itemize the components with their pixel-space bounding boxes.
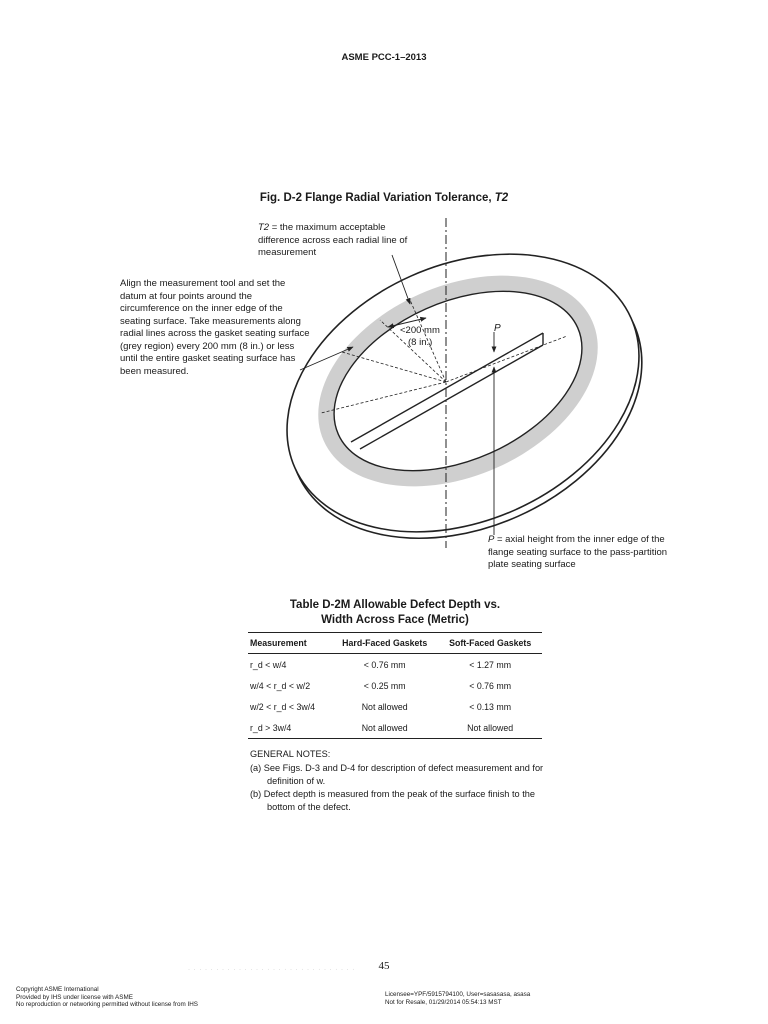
t2-variable: T2 — [258, 222, 270, 233]
table-title-line1: Table D-2M Allowable Defect Depth vs. — [289, 599, 501, 611]
footer-line: Not for Resale, 01/29/2014 05:54:13 MST — [385, 998, 502, 1006]
table-row — [248, 654, 542, 676]
page-number: 45 — [378, 960, 390, 972]
p-label: P — [494, 323, 501, 334]
defect-depth-table — [248, 632, 542, 739]
table-cell: < 0.25 mm — [363, 680, 406, 691]
table-row — [248, 696, 542, 717]
general-notes — [250, 748, 545, 814]
footer-line: No reproduction or networking permitted without license from IHS — [16, 1001, 198, 1009]
page-header: ASME PCC-1–2013 — [341, 52, 427, 63]
column-header-measurement: Measurement — [248, 633, 331, 654]
p-variable: P — [488, 534, 495, 545]
table-cell: < 1.27 mm — [469, 659, 512, 670]
footer-line: Copyright ASME International — [16, 986, 99, 993]
table-cell: r_d < w/4 — [250, 659, 287, 670]
table-cell: Not allowed — [331, 717, 438, 739]
t2-annotation-text: = the maximum acceptable difference across each radial line of measurement — [258, 222, 408, 258]
table-cell: Not allowed — [361, 701, 408, 712]
footer-line: Provided by IHS under license with ASME — [16, 993, 133, 1001]
table-cell: < 0.13 mm — [469, 701, 512, 712]
table-row — [248, 717, 542, 739]
column-header-soft-faced: Soft-Faced Gaskets — [438, 633, 542, 654]
spacing-label-line2: (8 in.) — [408, 337, 433, 348]
table-cell: < 0.76 mm — [363, 659, 406, 670]
p-annotation-text: = axial height from the inner edge of the flange seating surface to the pass-partition plate seating surface — [488, 534, 668, 570]
table-cell: < 0.76 mm — [469, 680, 512, 691]
footer-line: Licensee=YPF/5915794100, User=sasasasa, asasa — [385, 991, 531, 998]
t2-annotation — [258, 222, 428, 260]
align-annotation: Align the measurement tool and set the datum at four points around the circumference on the inner edge of the seating surface. Take measurements along radial lines across the gasket seating surface (grey region) every 200 mm (8 in.) or less until the entire gasket seating surface has been measured. — [120, 278, 310, 377]
footer-copyright — [16, 986, 198, 1009]
general-note-b: (b) Defect depth is measured from the peak of the surface finish to the bottom of the defect. — [250, 789, 535, 812]
table-cell: w/4 < r_d < w/2 — [250, 680, 311, 691]
general-note-a: (a) See Figs. D-3 and D-4 for description of defect measurement and for definition of w. — [250, 763, 544, 786]
column-header-hard-faced: Hard-Faced Gaskets — [331, 633, 438, 654]
dotted-rule: · · · · · · · · · · · · · · · · · · · · · · · · · · · · · · — [188, 967, 356, 973]
spacing-label-line1: <200 mm — [400, 325, 440, 336]
table-title — [0, 598, 768, 628]
table-row — [248, 675, 542, 696]
table-header-row — [248, 633, 542, 654]
p-annotation — [488, 534, 688, 572]
footer-license — [385, 991, 530, 1006]
table-title-line2: Width Across Face (Metric) — [321, 614, 469, 626]
table-cell: Not allowed — [438, 717, 542, 739]
figure-title-variable: T2 — [494, 192, 509, 204]
spacing-label — [400, 325, 440, 349]
general-notes-header: GENERAL NOTES: — [250, 749, 331, 759]
figure-title-text: Fig. D-2 Flange Radial Variation Tolerance, — [259, 192, 495, 204]
table-cell: w/2 < r_d < 3w/4 — [250, 701, 316, 712]
table-cell: r_d > 3w/4 — [248, 717, 331, 739]
